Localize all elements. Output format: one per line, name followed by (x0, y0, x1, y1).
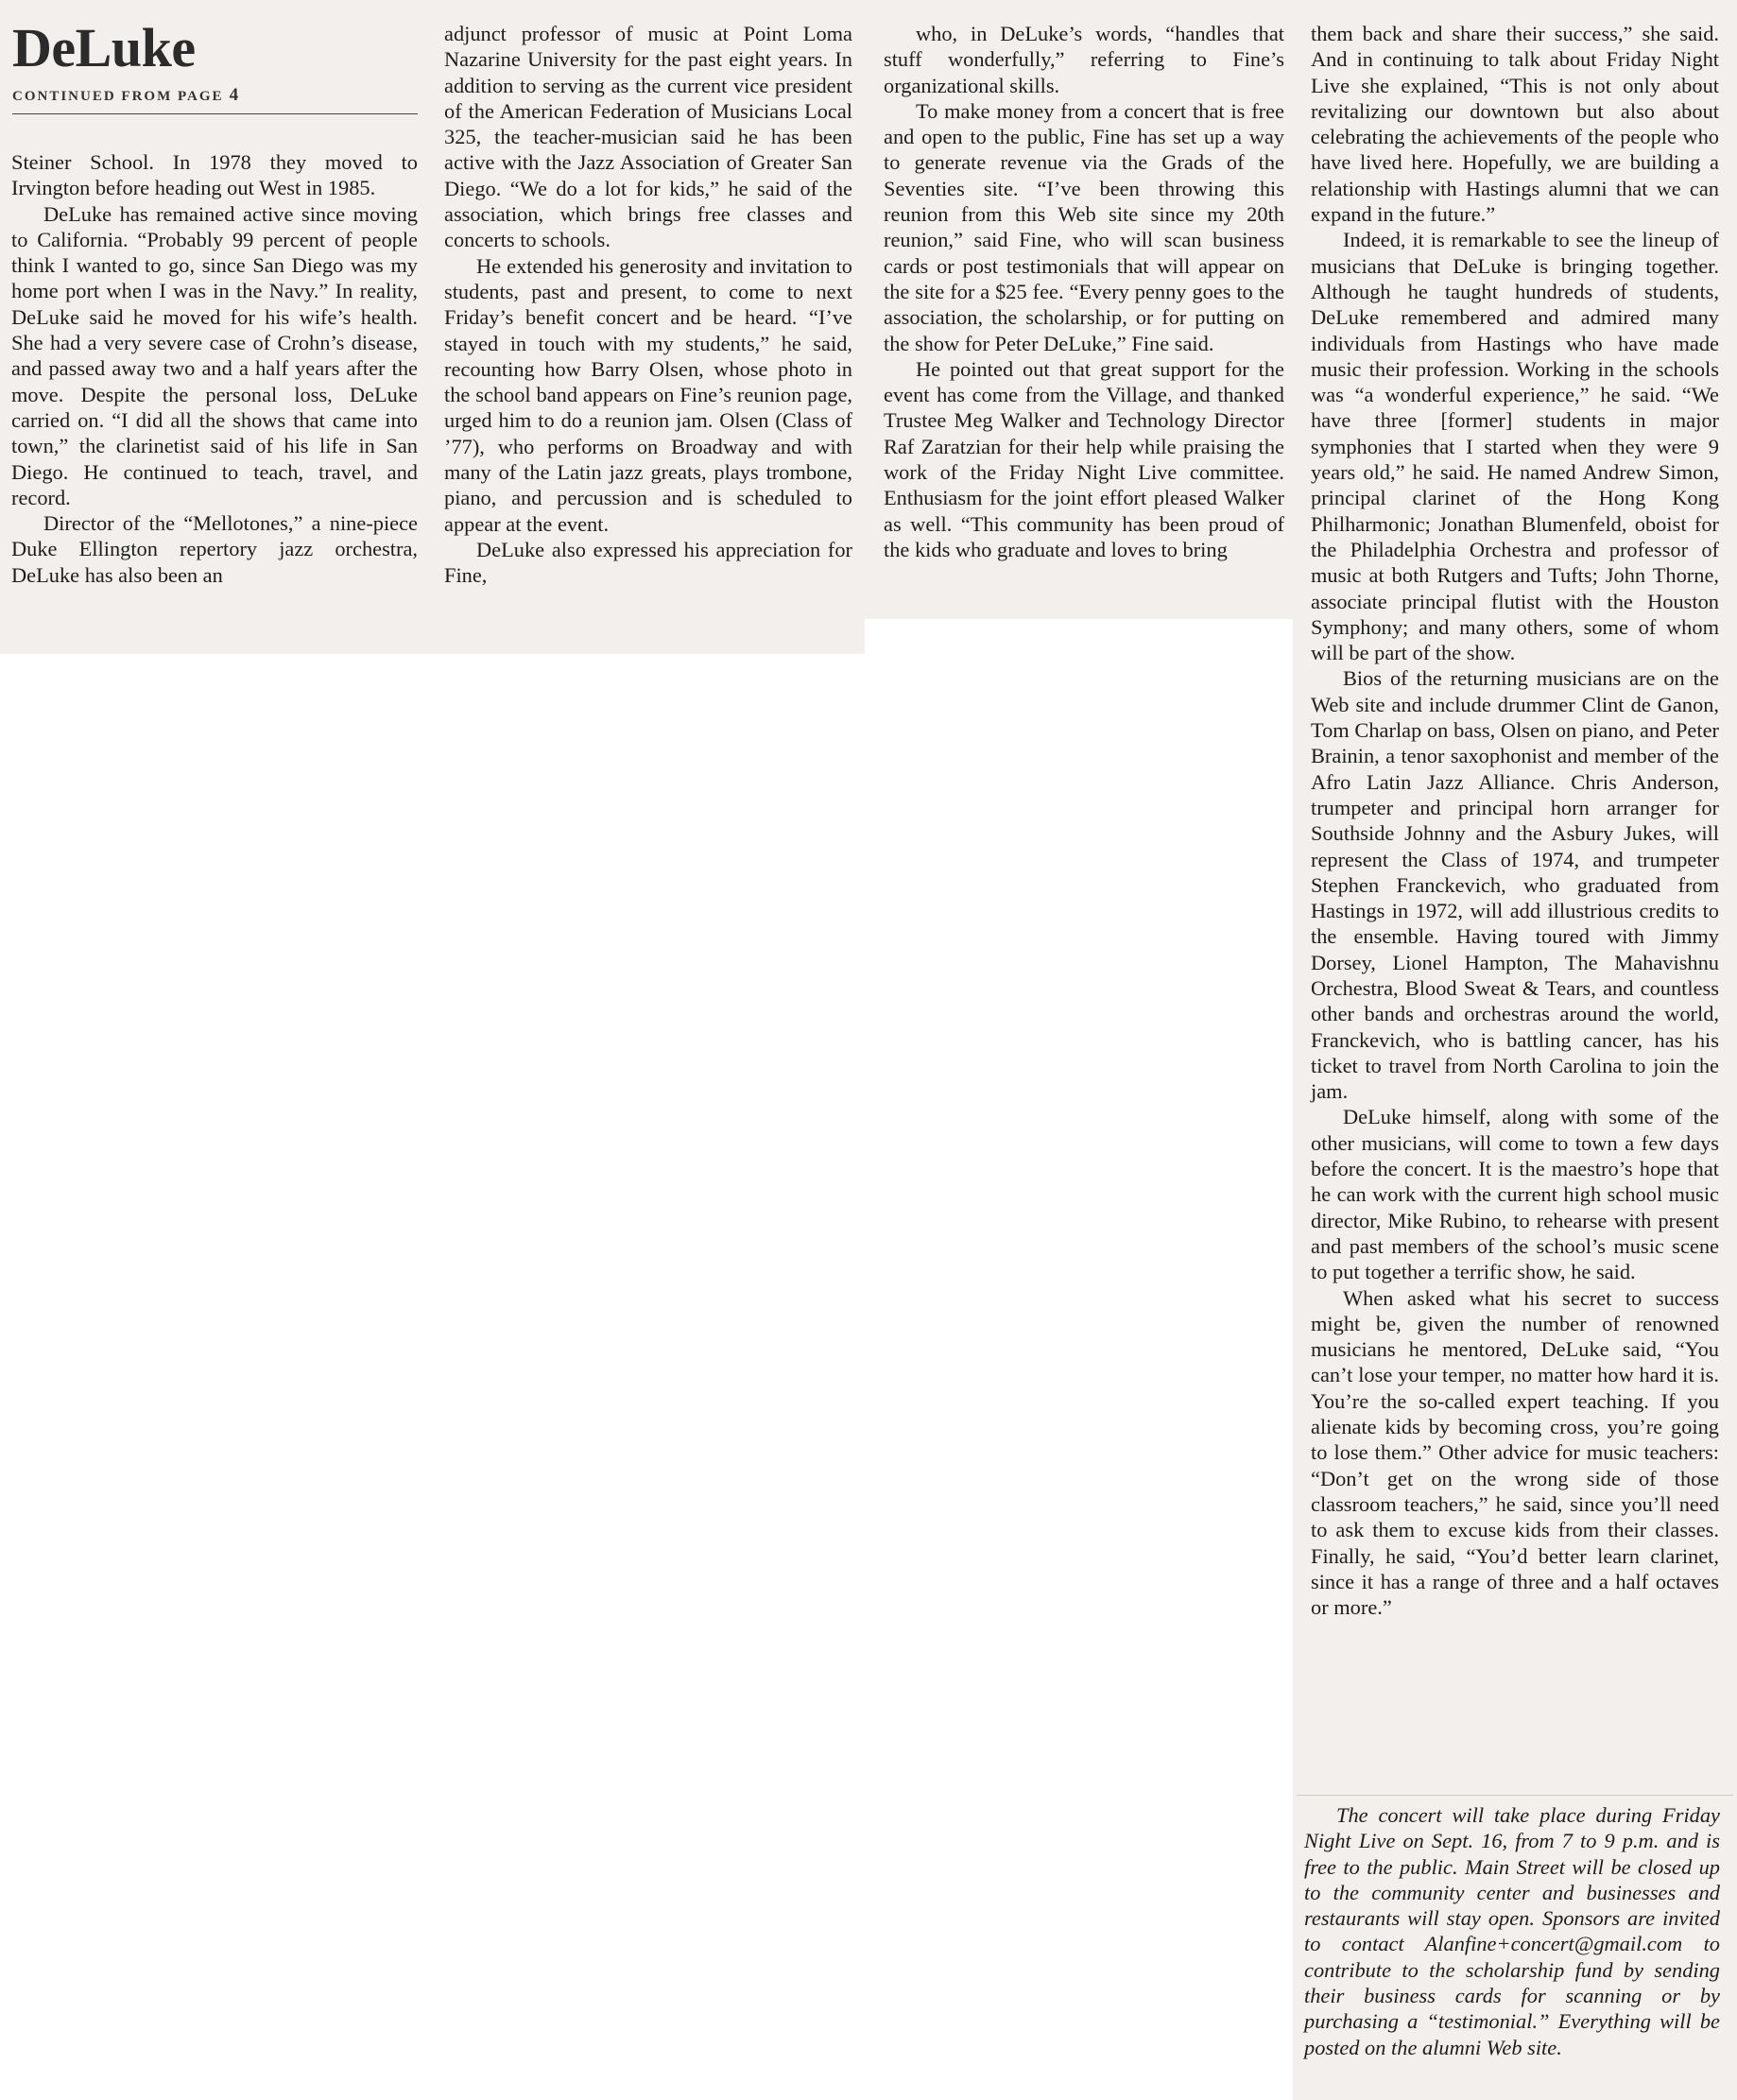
paragraph: Director of the “Mellotones,” a nine-piece Duke Ellington repertory jazz orchestra, DeLuke has also been an (11, 511, 418, 587)
event-note (1304, 1802, 1720, 2060)
column-2 (444, 21, 852, 589)
headline: DeLuke (12, 17, 196, 78)
paragraph: Indeed, it is remarkable to see the lineup of musicians that DeLuke is bringing together. Although he taught hundreds of students, DeLuke remembered and admired many individuals from Hastings who have made music their profession. Working in the schools was “a wonderful experience,” he said. “We have three [former] students in major symphonies that I started when they were 9 years old,” he said. He named Andrew Simon, principal clarinet of the Hong Kong Philharmonic; Jonathan Blumenfeld, oboist for the Philadelphia Orchestra and professor of music at both Rutgers and Tufts; John Thorne, associate principal flutist with the Houston Symphony; and many others, some of whom will be part of the show. (1311, 228, 1719, 665)
paragraph: To make money from a concert that is free and open to the public, Fine has set up a way to generate revenue via the Grads of the Seventies site. “I’ve been throwing this reunion from this Web site since my 20th reunion,” said Fine, who will scan business cards or post testimonials that will appear on the site for a $25 fee. “Every penny goes to the association, the scholarship, or for putting on the show for Peter DeLuke,” Fine said. (884, 98, 1284, 355)
paragraph: He pointed out that great support for the event has come from the Village, and thanked Trustee Meg Walker and Technology Director Raf Zaratzian for their help while praising the work of the Friday Night Live committee. Enthusiasm for the joint effort pleased Walker as well. “This community has been proud of the kids who graduate and loves to bring (884, 356, 1284, 561)
column-3 (884, 21, 1284, 562)
article-header (12, 19, 419, 114)
note-separator (1297, 1795, 1733, 1796)
continued-page-number: 4 (229, 85, 239, 105)
paragraph: Bios of the returning musicians are on the Web site and include drummer Clint de Ganon, Tom Charlap on bass, Olsen on piano, and Peter Brainin, a tenor saxophonist and member of the Afro Latin Jazz Alliance. Chris Anderson, trumpeter and principal horn arranger for Southside Johnny and the Asbury Jukes, will represent the Class of 1974, and trumpeter Stephen Franckevich, who graduated from Hastings in 1972, will add illustrious credits to the ensemble. Having toured with Jimmy Dorsey, Lionel Hampton, The Mahavishnu Orchestra, Blood Sweat & Tears, and countless other bands and orchestras around the world, Franckevich, who is battling cancer, has his ticket to travel from North Carolina to join the jam. (1311, 666, 1719, 1104)
paragraph: adjunct professor of music at Point Loma Nazarine University for the past eight years. In addition to serving as the current vice president of the American Federation of Musicians Local 325, the teacher-musician said he has been active with the Jazz Association of Greater San Diego. “We do a lot for kids,” he said of the association, which brings free classes and concerts to schools. (444, 22, 852, 252)
paragraph: Steiner School. In 1978 they moved to Irvington before heading out West in 1985. (11, 150, 418, 200)
continued-text: CONTINUED FROM PAGE (12, 89, 224, 104)
paragraph: who, in DeLuke’s words, “handles that stuff wonderfully,” referring to Fine’s organizational skills. (884, 22, 1284, 97)
header-rule (12, 113, 418, 114)
column-1 (11, 149, 418, 588)
paragraph: them back and share their success,” she said. And in continuing to talk about Friday Night Live she explained, “This is not only about revitalizing our downtown but also about celebrating the achievements of the people who have lived here. Hopefully, we are building a relationship with Hastings alumni that we can expand in the future.” (1311, 22, 1719, 227)
event-note-text: The concert will take place during Friday Night Live on Sept. 16, from 7 to 9 p.m. and is free to the public. Main Street will be closed up to the community center and businesses and restaurants will stay open. Sponsors are invited to contact Alanfine+concert@gmail.com to contribute to the scholarship fund by sending their business cards for scanning or by purchasing a “testimonial.” Everything will be posted on the alumni Web site. (1304, 1803, 1720, 2059)
paragraph: DeLuke also expressed his appreciation for Fine, (444, 537, 852, 588)
column-4 (1311, 21, 1719, 1620)
paragraph: DeLuke has remained active since moving to California. “Probably 99 percent of people think I wanted to go, since San Diego was my home port when I was in the Navy.” In reality, DeLuke said he moved for his wife’s health. She had a very severe case of Crohn’s disease, and passed away two and a half years after the move. Despite the personal loss, DeLuke carried on. “I did all the shows that came into town,” the clarinetist said of his life in San Diego. He continued to teach, travel, and record. (11, 201, 418, 509)
paragraph: DeLuke himself, along with some of the other musicians, will come to town a few days before the concert. It is the maestro’s hope that he can work with the current high school music director, Mike Rubino, to rehearse with present and past members of the school’s music scene to put together a terrific show, he said. (1311, 1105, 1719, 1284)
paragraph: He extended his generosity and invitation to students, past and present, to come to next Friday’s benefit concert and be heard. “I’ve stayed in touch with my students,” he said, recounting how Barry Olsen, whose photo in the school band appears on Fine’s reunion page, urged him to do a reunion jam. Olsen (Class of ’77), who performs on Broadway and with many of the Latin jazz greats, plays trombone, piano, and percussion and is scheduled to appear at the event. (444, 253, 852, 536)
paragraph: When asked what his secret to success might be, given the number of renowned musicians he mentored, DeLuke said, “You can’t lose your temper, no matter how hard it is. You’re the so-called expert teaching. If you alienate kids by becoming cross, you’re going to lose them.” Other advice for music teachers: “Don’t get on the wrong side of those classroom teachers,” he said, since you’ll need to ask them to excuse kids from their classes. Finally, he said, “You’d better learn clarinet, since it has a range of three and a half octaves or more.” (1311, 1285, 1719, 1620)
continued-from-label (12, 85, 419, 106)
